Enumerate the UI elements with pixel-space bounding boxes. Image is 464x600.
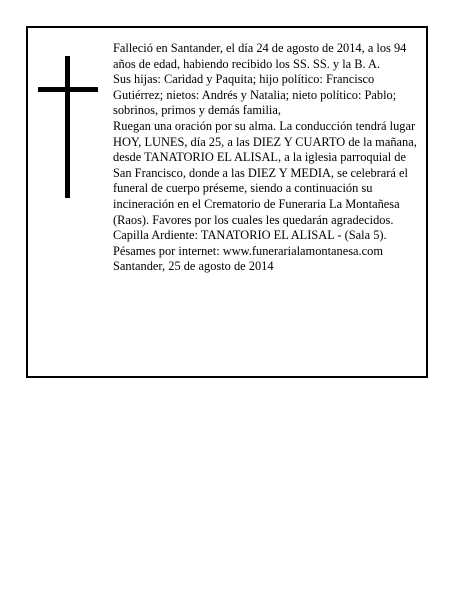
- funeral-details: Ruegan una oración por su alma. La conducción tendrá lugar HOY, LUNES, día 25, a las DIEZ Y CUARTO de la mañana, desde TANATORIO EL ALISAL, a la iglesia parroquial de San Francisco, donde a las DIEZ Y MEDIA, se celebrará el funeral de cuerpo préseme, siendo a continuación su incineración en el Crematorio de Funeraria La Montañesa (Raos). Favores por los cuales les quedarán agradecidos. Capilla Ardiente: TANATORIO EL ALISAL - (Sala 5).: [113, 118, 417, 243]
- obituary-notice: [26, 26, 428, 378]
- notice-text: [113, 41, 419, 275]
- condolences-website: Pésames por internet: www.funerarialamontanesa.com: [113, 243, 383, 258]
- death-announcement: Falleció en Santander, el día 24 de agosto de 2014, a los 94 años de edad, habiendo recibido los SS. SS. y la B. A.: [113, 41, 407, 71]
- cross-horizontal-bar: [38, 87, 98, 92]
- cross-icon: [38, 56, 98, 198]
- family-list: Sus hijas: Caridad y Paquita; hijo político: Francisco Gutiérrez; nietos: Andrés y Natalia; nieto político: Pablo; sobrinos, primos y demás familia,: [113, 72, 397, 118]
- notice-date: Santander, 25 de agosto de 2014: [113, 259, 274, 274]
- cross-vertical-bar: [65, 56, 70, 198]
